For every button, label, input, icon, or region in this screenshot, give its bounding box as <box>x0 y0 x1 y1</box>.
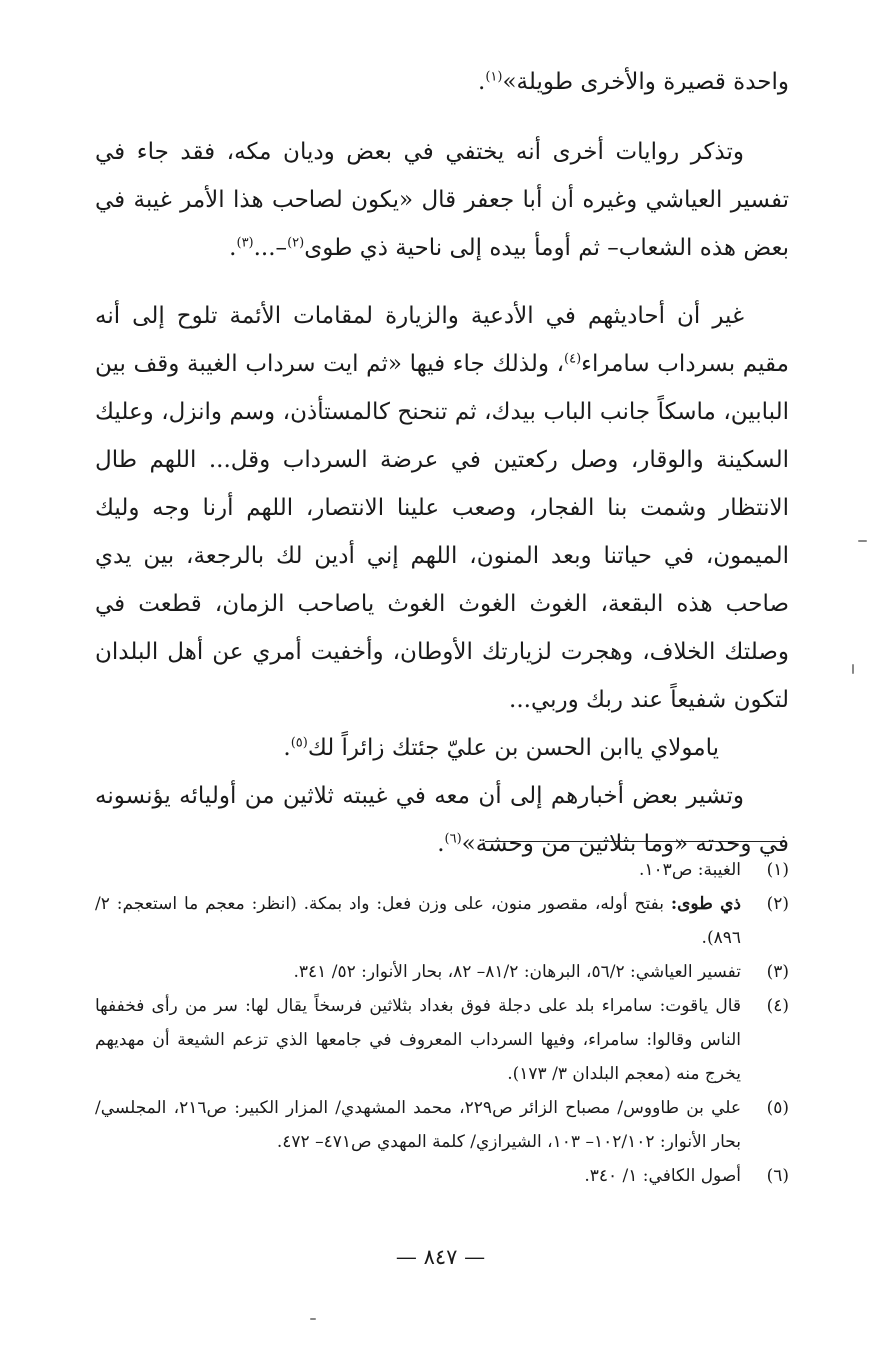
footnote-text <box>95 989 741 1091</box>
footnote-content: بفتح أوله، مقصور منون، على وزن فعل: واد بمكة. (انظر: معجم ما استعجم: ٢/ ٨٩٦). <box>95 894 741 948</box>
footnote-number: (٢) <box>766 894 789 914</box>
footnote-3 <box>95 955 789 989</box>
footnote-2 <box>95 887 789 955</box>
footnote-text <box>95 1091 741 1159</box>
paragraph-rest: ، ولذلك جاء فيها «ثم ايت سرداب الغيبة وقف بين البابين، ماسكاً جانب الباب بيدك، ثم تنحنح كالمستأذن، وسم وانزل، وعليك السكينة والوقار، وصل ركعتين في عرضة السرداب وقل... اللهم طال الانتظار وشمت بنا الفجار، وصعب علينا الانتصار، اللهم أرنا وجه وليك الميمون، في حياتنا وبعد المنون، اللهم إني أدين لك بالرجعة، بين يدي صاحب هذه البقعة، الغوث الغوث الغوث ياصاحب الزمان، قطعت في وصلتك الخلاف، وهجرت لزيارتك الأوطان، وأخفيت أمري عن أهل البلدان لتكون شفيعاً عند ربك وربي... <box>95 351 789 713</box>
paragraph-2 <box>95 128 789 272</box>
paragraph-3 <box>95 292 789 724</box>
footnote-text <box>95 887 741 955</box>
footnote-1 <box>95 853 789 887</box>
page-number: — ٨٤٧ — <box>395 1245 486 1269</box>
footnote-ref: (٢) <box>287 235 305 251</box>
footnote-content: تفسير العياشي: ٥٦/٢، البرهان: ٨١/٢– ٨٢، بحار الأنوار: ٥٢/ ٣٤١. <box>293 962 741 982</box>
footnote-content: قال ياقوت: سامراء بلد على دجلة فوق بغداد بثلاثين فرسخاً يقال لها: سر من رأى فخففها الناس وقالوا: سامراء، وفيها السرداب المعروف في جامعها الذي تزعم الشيعة أن مهديهم يخرج منه (معجم البلدان ٣/ ١٧٣). <box>95 996 742 1084</box>
footnote-content: أصول الكافي: ١/ ٣٤٠. <box>584 1166 741 1186</box>
paragraph-end: . <box>478 69 486 95</box>
footnote-number: (٤) <box>766 996 789 1016</box>
footnote-ref: (١) <box>485 69 503 85</box>
footnote-content: علي بن طاووس/ مصباح الزائر ص٢٢٩، محمد المشهدي/ المزار الكبير: ص٢١٦، المجلسي/ بحار الأنوار: ١٠٢/١٠٢– ١٠٣، الشيرازي/ كلمة المهدي ص٤٧١– ٤٧٢. <box>95 1098 742 1152</box>
footnote-text <box>95 853 741 887</box>
footnotes <box>95 853 789 1193</box>
paragraph-middle: –... <box>253 235 288 261</box>
paragraph-4 <box>95 724 789 772</box>
scan-speck <box>310 1318 316 1320</box>
footnote-5 <box>95 1091 789 1159</box>
footnote-divider <box>485 841 782 842</box>
scan-speck <box>852 664 854 674</box>
main-text <box>95 58 789 868</box>
footnote-term: ذي طوى: <box>670 894 741 914</box>
paragraph-text: وتذكر روايات أخرى أنه يختفي في بعض وديان مكه، فقد جاء في تفسير العياشي وغيره أن أبا جعفر قال «يكون لصاحب هذا الأمر غيبة في بعض هذه الشعاب– ثم أومأ بيده إلى ناحية ذي طوى <box>95 139 789 261</box>
paragraph-text: واحدة قصيرة والأخرى طويلة» <box>502 69 789 95</box>
paragraph-end: . <box>229 235 237 261</box>
footnote-number: (٦) <box>766 1166 789 1186</box>
footnote-ref: (٥) <box>290 735 308 751</box>
paragraph-text: غير أن أحاديثهم في الأدعية والزيارة لمقامات الأئمة تلوح إلى أنه مقيم بسرداب سامراء <box>95 303 789 377</box>
paragraph-text: يامولاي ياابن الحسن بن عليّ جئتك زائراً لك <box>307 735 719 761</box>
footnote-content: الغيبة: ص١٠٣. <box>639 860 741 880</box>
footnote-text <box>95 1159 741 1193</box>
footnote-ref: (٣) <box>236 235 254 251</box>
footnote-ref: (٦) <box>444 831 462 847</box>
paragraph-text: وتشير بعض أخبارهم إلى أن معه في غيبته ثلاثين من أوليائه يؤنسونه في وحدته «وما بثلاثين من وحشة» <box>95 783 789 857</box>
paragraph-1 <box>95 58 789 106</box>
paragraph-end: . <box>437 831 445 857</box>
footnote-number: (٥) <box>766 1098 789 1118</box>
footnote-number: (١) <box>766 860 789 880</box>
footnote-4 <box>95 989 789 1091</box>
footnote-ref: (٤) <box>564 351 582 367</box>
footnote-number: (٣) <box>766 962 789 982</box>
scan-speck <box>858 540 867 542</box>
paragraph-end: . <box>283 735 291 761</box>
footnote-text <box>95 955 741 989</box>
footnote-6 <box>95 1159 789 1193</box>
